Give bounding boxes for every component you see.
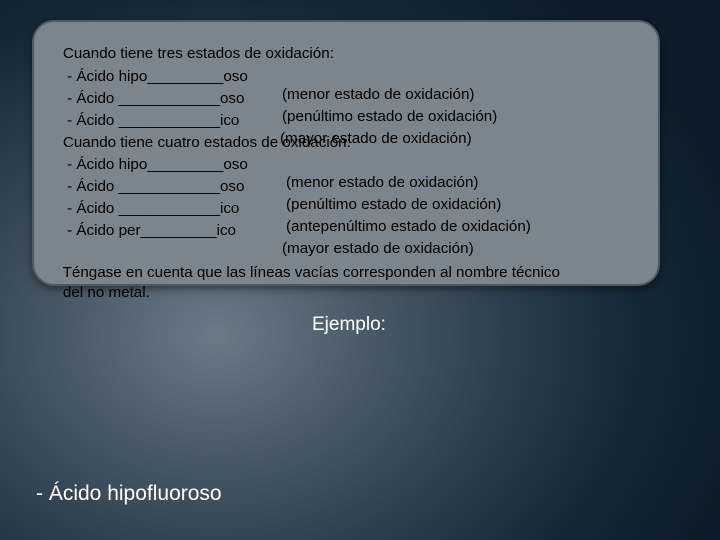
rule-term: - Ácido ____________oso — [62, 178, 245, 195]
example-label: Ejemplo: — [312, 314, 386, 335]
example-item: - Ácido hipofluoroso — [36, 482, 222, 505]
rule-term: - Ácido per_________ico — [62, 222, 236, 239]
rule-description: (menor estado de oxidación) — [282, 86, 475, 103]
note-text-line1: Téngase en cuenta que las líneas vacías corresponden al nombre técnico — [62, 264, 560, 281]
rule-description: (penúltimo estado de oxidación) — [286, 196, 502, 213]
rule-description: (penúltimo estado de oxidación) — [282, 108, 498, 125]
rule-term: - Ácido ____________ico — [62, 200, 240, 217]
rule-description: (antepenúltimo estado de oxidación) — [286, 218, 531, 235]
rule-description: (mayor estado de oxidación) — [282, 240, 474, 257]
heading-four-states-text: Cuando tiene cuatro estados de oxidación: — [62, 134, 351, 151]
rule-term: - Ácido ____________oso — [62, 90, 245, 107]
rule-description: (mayor estado de oxidación) — [280, 130, 472, 147]
rule-description: (menor estado de oxidación) — [286, 174, 479, 191]
rule-term: - Ácido hipo_________oso — [62, 156, 248, 173]
heading-three-states-text: Cuando tiene tres estados de oxidación: — [62, 45, 334, 62]
note-line — [46, 266, 150, 320]
rule-term: - Ácido ____________ico — [62, 112, 240, 129]
note-text-line2: del no metal. — [62, 284, 150, 301]
rule-term: - Ácido hipo_________oso — [62, 68, 248, 85]
